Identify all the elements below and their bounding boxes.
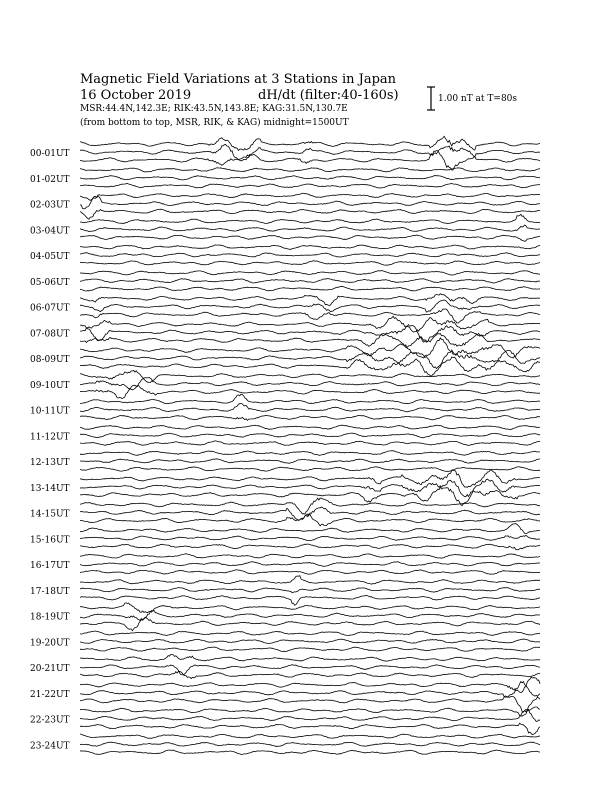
hour-row <box>30 707 540 735</box>
hour-row-label: 22-23UT <box>30 715 70 726</box>
trace-msr <box>80 286 540 291</box>
trace-msr <box>80 467 540 472</box>
hour-row <box>30 554 540 575</box>
hour-row-label: 00-01UT <box>30 149 70 159</box>
trace-kag <box>80 631 540 636</box>
hour-row-label: 07-08UT <box>30 329 70 340</box>
trace-kag <box>80 214 540 223</box>
hour-row <box>30 654 540 678</box>
hour-row-label: 18-19UT <box>30 612 70 623</box>
trace-kag <box>80 370 540 382</box>
hour-row <box>30 394 540 420</box>
trace-rik <box>80 377 540 389</box>
hour-row-label: 10-11UT <box>30 406 70 417</box>
trace-msr <box>80 415 540 420</box>
trace-msr <box>80 441 540 446</box>
hour-row <box>30 168 540 188</box>
hour-row <box>30 631 540 652</box>
trace-kag <box>80 425 540 430</box>
trace-msr <box>80 309 540 323</box>
trace-kag <box>80 316 540 332</box>
trace-msr <box>80 261 540 266</box>
scale-bar <box>427 87 435 110</box>
hour-row-label: 12-13UT <box>30 458 70 468</box>
hour-row <box>30 294 540 323</box>
station-coordinates: MSR:44.4N,142.3E; RIK:43.5N,143.8E; KAG:31.5N,130.7E <box>80 104 348 114</box>
trace-rows <box>30 136 540 754</box>
hour-row <box>30 524 540 550</box>
trace-rik <box>80 639 540 644</box>
hour-row-label: 19-20UT <box>30 638 70 649</box>
hour-row-label: 17-18UT <box>30 586 70 597</box>
trace-kag <box>80 554 540 559</box>
trace-kag <box>80 245 540 249</box>
hour-row <box>30 677 540 712</box>
trace-kag <box>80 451 540 456</box>
trace-msr <box>80 357 540 376</box>
trace-rik <box>80 459 540 464</box>
station-order-note: (from bottom to top, MSR, RIK, & KAG) midnight=1500UT <box>80 118 349 128</box>
trace-msr <box>80 671 540 678</box>
trace-rik <box>80 507 540 520</box>
trace-msr <box>80 209 540 219</box>
trace-rik <box>80 196 540 209</box>
hour-row-label: 01-02UT <box>30 174 70 185</box>
trace-kag <box>80 654 540 661</box>
hour-row-label: 14-15UT <box>30 509 70 520</box>
trace-msr <box>80 544 540 550</box>
trace-kag <box>80 603 540 613</box>
trace-rik <box>80 404 540 412</box>
hour-row <box>30 136 540 170</box>
hour-row-label: 06-07UT <box>30 303 70 314</box>
hour-row-label: 23-24UT <box>30 741 70 752</box>
trace-rik <box>80 433 540 438</box>
trace-msr <box>80 723 540 734</box>
trace-rik <box>80 562 540 567</box>
trace-msr <box>80 750 540 754</box>
hour-row <box>30 245 540 265</box>
trace-msr <box>80 385 540 398</box>
hour-row-label: 08-09UT <box>30 355 70 365</box>
trace-msr <box>80 183 540 188</box>
chart-date: 16 October 2019 <box>80 88 192 103</box>
trace-rik <box>80 279 540 284</box>
trace-rik <box>80 300 540 312</box>
hour-row-label: 02-03UT <box>30 200 70 211</box>
hour-row-label: 13-14UT <box>30 483 70 494</box>
trace-msr <box>80 334 540 348</box>
trace-rik <box>80 176 540 180</box>
trace-msr <box>80 647 540 652</box>
hour-row <box>30 498 540 526</box>
chart-title: Magnetic Field Variations at 3 Stations in Japan <box>80 72 397 87</box>
trace-rik <box>80 145 540 160</box>
hour-row <box>30 451 540 472</box>
trace-kag <box>80 394 540 404</box>
trace-msr <box>80 235 540 241</box>
trace-rik <box>80 588 540 593</box>
hour-row-label: 21-22UT <box>30 689 70 700</box>
hour-row-label: 03-04UT <box>30 226 70 237</box>
hour-row <box>30 271 540 291</box>
trace-rik <box>80 742 540 746</box>
hour-row <box>30 734 540 754</box>
trace-kag <box>80 734 540 738</box>
hour-row <box>30 316 540 347</box>
trace-kag <box>80 677 540 692</box>
trace-msr <box>80 570 540 574</box>
hour-row-label: 16-17UT <box>30 561 70 571</box>
hour-row <box>30 214 540 241</box>
hour-row-label: 11-12UT <box>30 432 70 443</box>
trace-kag <box>80 271 540 275</box>
trace-rik <box>80 253 540 257</box>
trace-msr <box>80 514 540 526</box>
trace-rik <box>80 225 540 232</box>
trace-kag <box>80 470 540 487</box>
hour-row <box>30 576 540 606</box>
trace-rik <box>80 682 540 697</box>
trace-msr <box>80 595 540 605</box>
hour-row <box>30 370 540 398</box>
hour-row <box>30 470 540 506</box>
trace-msr <box>80 618 540 631</box>
trace-kag <box>80 707 540 716</box>
trace-kag <box>80 576 540 585</box>
trace-kag <box>80 294 540 306</box>
trace-kag <box>80 524 540 534</box>
hour-row <box>30 425 540 445</box>
hour-row-label: 05-06UT <box>30 277 70 288</box>
scale-bar-label: 1.00 nT at T=80s <box>438 94 518 104</box>
hour-row-label: 09-10UT <box>30 380 70 391</box>
hour-row <box>30 193 540 219</box>
hour-row-label: 04-05UT <box>30 252 70 262</box>
trace-kag <box>80 168 540 172</box>
hour-row <box>30 603 540 631</box>
hour-row-label: 20-21UT <box>30 664 70 674</box>
hour-row-label: 15-16UT <box>30 535 70 546</box>
trace-kag <box>80 193 540 200</box>
chart-quantity: dH/dt (filter:40-160s) <box>258 88 399 103</box>
trace-rik <box>80 535 540 540</box>
